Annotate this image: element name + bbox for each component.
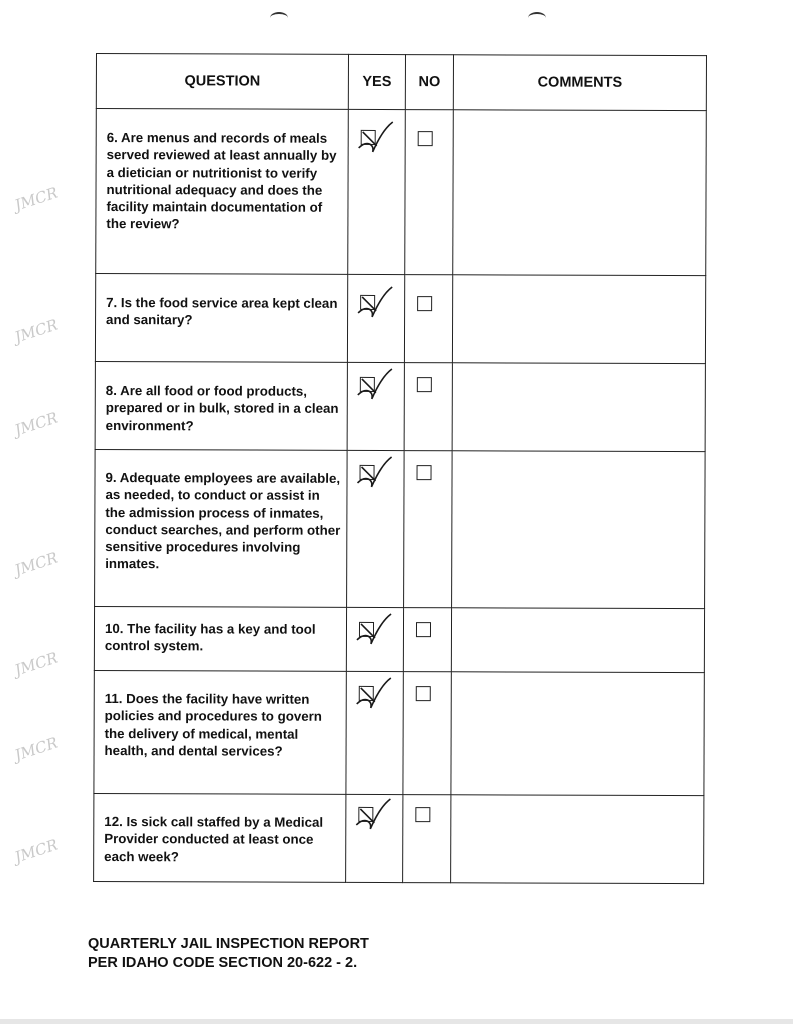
question-cell <box>96 109 349 275</box>
no-checkbox[interactable] <box>416 686 431 701</box>
comments-cell[interactable] <box>451 672 704 796</box>
no-checkbox[interactable] <box>418 131 433 146</box>
header-comments: COMMENTS <box>453 55 706 111</box>
punch-hole-left <box>270 12 288 24</box>
question-cell <box>95 361 347 450</box>
question-text: 11. Does the facility have written policies and procedures to govern the delivery of medical, mental health, and dental services? <box>104 691 322 759</box>
table-row <box>94 606 704 672</box>
handwritten-check-mark <box>345 118 395 160</box>
yes-cell <box>346 794 403 882</box>
footer-line-1: QUARTERLY JAIL INSPECTION REPORT <box>88 936 369 952</box>
handwritten-check-mark <box>343 674 393 716</box>
table-row <box>96 109 707 276</box>
handwritten-check-mark <box>344 283 394 325</box>
inspection-table <box>93 53 707 884</box>
comments-cell[interactable] <box>452 275 705 364</box>
yes-cell <box>346 607 403 671</box>
no-cell <box>405 110 454 275</box>
handwritten-check-mark <box>344 365 394 407</box>
yes-cell <box>347 362 404 450</box>
comments-cell[interactable] <box>451 608 704 673</box>
table-row <box>94 793 704 883</box>
comments-cell[interactable] <box>452 363 705 452</box>
no-cell <box>404 363 452 451</box>
table-row <box>94 670 704 795</box>
handwritten-check-mark <box>342 795 392 837</box>
question-text: 6. Are menus and records of meals served reviewed at least annually by a dietician or nutritionist to verify nutritional adequacy and does the facility maintain documentation of the review? <box>106 130 337 232</box>
handwritten-initials: JMCR <box>12 408 60 440</box>
question-text: 7. Is the food service area kept clean and sanitary? <box>106 295 338 328</box>
table-row <box>95 274 705 364</box>
comments-cell[interactable] <box>453 110 707 276</box>
yes-cell <box>347 274 404 362</box>
page-bottom-edge <box>0 1019 793 1024</box>
question-cell <box>95 274 347 363</box>
header-yes: YES <box>348 54 405 109</box>
handwritten-initials: JMCR <box>12 648 60 680</box>
table-header-row <box>96 54 706 111</box>
footer-line-2: PER IDAHO CODE SECTION 20-622 - 2. <box>88 955 358 971</box>
question-text: 8. Are all food or food products, prepared or in bulk, stored in a clean environment? <box>105 383 339 433</box>
comments-cell[interactable] <box>451 795 704 884</box>
handwritten-initials: JMCR <box>12 183 60 215</box>
handwritten-initials: JMCR <box>12 548 60 580</box>
no-checkbox[interactable] <box>417 465 432 480</box>
no-checkbox[interactable] <box>417 296 432 311</box>
table-row <box>95 361 705 451</box>
no-checkbox[interactable] <box>415 807 430 822</box>
no-cell <box>404 275 452 363</box>
question-text: 9. Adequate employees are available, as needed, to conduct or assist in the admission process of inmates, conduct searches, and perform other sensitive procedures involving inmates. <box>105 470 341 572</box>
header-question: QUESTION <box>96 54 348 110</box>
handwritten-initials: JMCR <box>12 835 60 867</box>
no-checkbox[interactable] <box>416 622 431 637</box>
handwritten-initials: JMCR <box>12 733 60 765</box>
punch-hole-right <box>528 12 546 24</box>
handwritten-initials: JMCR <box>12 315 60 347</box>
question-text: 12. Is sick call staffed by a Medical Provider conducted at least once each week? <box>104 814 324 864</box>
question-cell <box>95 449 348 607</box>
question-cell <box>94 670 346 794</box>
table-row <box>95 449 706 608</box>
handwritten-check-mark <box>343 610 393 652</box>
report-footer <box>88 935 369 973</box>
no-cell <box>403 795 451 883</box>
question-cell <box>94 606 346 671</box>
comments-cell[interactable] <box>452 451 706 609</box>
header-no: NO <box>405 55 453 110</box>
handwritten-check-mark <box>343 453 393 495</box>
no-cell <box>404 451 453 608</box>
question-text: 10. The facility has a key and tool control system. <box>104 621 316 654</box>
yes-cell <box>348 109 406 274</box>
table-body <box>94 109 707 884</box>
yes-cell <box>347 450 405 607</box>
no-cell <box>403 608 451 672</box>
no-checkbox[interactable] <box>417 377 432 392</box>
no-cell <box>403 672 451 795</box>
yes-cell <box>346 671 403 794</box>
question-cell <box>94 793 346 882</box>
